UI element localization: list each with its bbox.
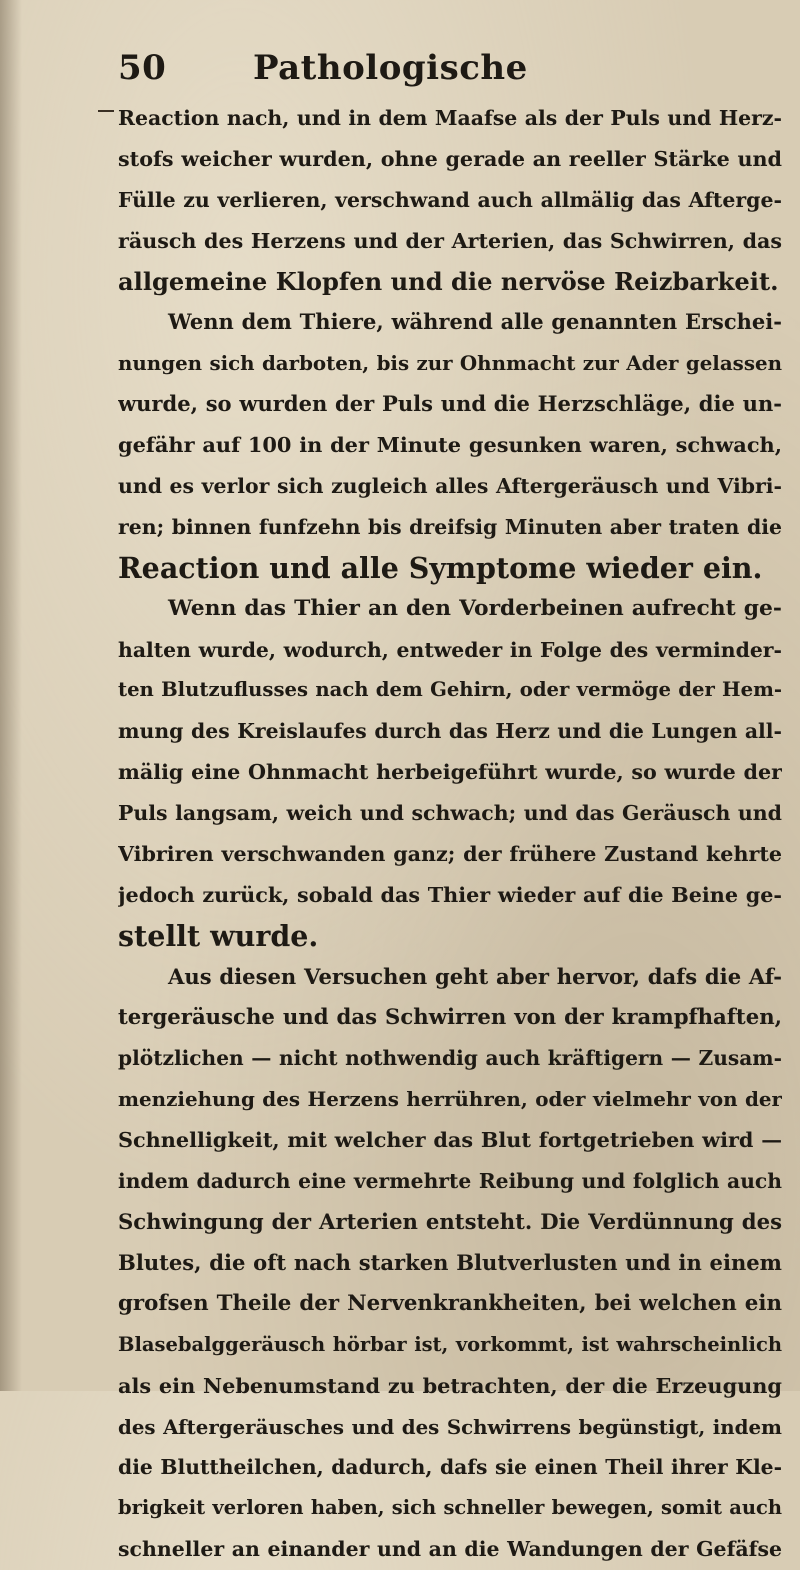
text-line: brigkeit verloren haben, sich schneller bewegen, somit auch (118, 1496, 782, 1520)
text-line: räusch des Herzens und der Arterien, das Schwirren, das (118, 228, 782, 253)
text-line: indem dadurch eine vermehrte Reibung und folglich auch (118, 1169, 782, 1194)
page-number: 50 (118, 48, 167, 88)
text-line: mälig eine Ohnmacht herbeigeführt wurde, so wurde der (118, 760, 782, 785)
text-line: Fülle zu verlieren, verschwand auch allmälig das Afterge- (118, 187, 782, 212)
text-line: Aus diesen Versuchen geht aber hervor, dafs die Af- (168, 963, 782, 989)
text-line: menziehung des Herzens herrühren, oder vielmehr von der (118, 1087, 782, 1112)
text-line: wurde, so wurden der Puls und die Herzschläge, die un- (118, 391, 782, 417)
text-line: schneller an einander und an die Wandungen der Gefäfse (118, 1537, 782, 1562)
margin-dash-mark (98, 110, 114, 112)
text-line: tergeräusche und das Schwirren von der krampfhaften, (118, 1004, 782, 1030)
text-line: Blutes, die oft nach starken Blutverlusten und in einem (118, 1249, 782, 1275)
text-line: nungen sich darboten, bis zur Ohnmacht zur Ader gelassen (118, 351, 782, 376)
text-line: Vibriren verschwanden ganz; der frühere Zustand kehrte (118, 842, 782, 867)
text-line: und es verlor sich zugleich alles Aftergeräusch und Vibri- (118, 474, 782, 499)
text-line: Schwingung der Arterien entsteht. Die Verdünnung des (118, 1209, 782, 1235)
text-line: ren; binnen funfzehn bis dreifsig Minuten aber traten die (118, 514, 782, 539)
text-line: mung des Kreislaufes durch das Herz und die Lungen all- (118, 719, 782, 744)
running-head (118, 48, 760, 98)
text-line: halten wurde, wodurch, entweder in Folge des verminder- (118, 637, 782, 662)
text-line: grofsen Theile der Nervenkrankheiten, bei welchen ein (118, 1290, 782, 1316)
text-line: Reaction und alle Symptome wieder ein. (118, 550, 763, 585)
text-line: Wenn das Thier an den Vorderbeinen aufrecht ge- (168, 595, 782, 621)
text-line: Blasebalggeräusch hörbar ist, vorkommt, ist wahrscheinlich (118, 1332, 782, 1356)
text-line: als ein Nebenumstand zu betrachten, der die Erzeugung (118, 1372, 782, 1398)
text-line: stellt wurde. (118, 918, 319, 953)
body-text (118, 98, 782, 1570)
text-line: gefähr auf 100 in der Minute gesunken waren, schwach, (118, 432, 782, 458)
text-line: Wenn dem Thiere, während alle genannten Erschei- (168, 309, 782, 335)
text-line: stofs weicher wurden, ohne gerade an reeller Stärke und (118, 146, 782, 171)
text-line: ten Blutzuflusses nach dem Gehirn, oder vermöge der Hem- (118, 678, 782, 702)
text-line: jedoch zurück, sobald das Thier wieder auf die Beine ge- (118, 882, 782, 907)
page-edge-shadow (0, 0, 22, 1391)
text-line: des Aftergeräusches und des Schwirrens begünstigt, indem (118, 1414, 782, 1439)
text-line: Reaction nach, und in dem Maafse als der Puls und Herz- (118, 106, 782, 130)
text-line: Puls langsam, weich und schwach; und das Geräusch und (118, 801, 782, 826)
text-line: Schnelligkeit, mit welcher das Blut fortgetrieben wird — (118, 1127, 782, 1153)
text-line: allgemeine Klopfen und die nervöse Reizbarkeit. (118, 266, 779, 296)
text-line: plötzlichen — nicht nothwendig auch kräftigern — Zusam- (118, 1046, 782, 1071)
text-line: die Bluttheilchen, dadurch, dafs sie einen Theil ihrer Kle- (118, 1455, 782, 1480)
running-title: Pathologische (253, 48, 528, 88)
